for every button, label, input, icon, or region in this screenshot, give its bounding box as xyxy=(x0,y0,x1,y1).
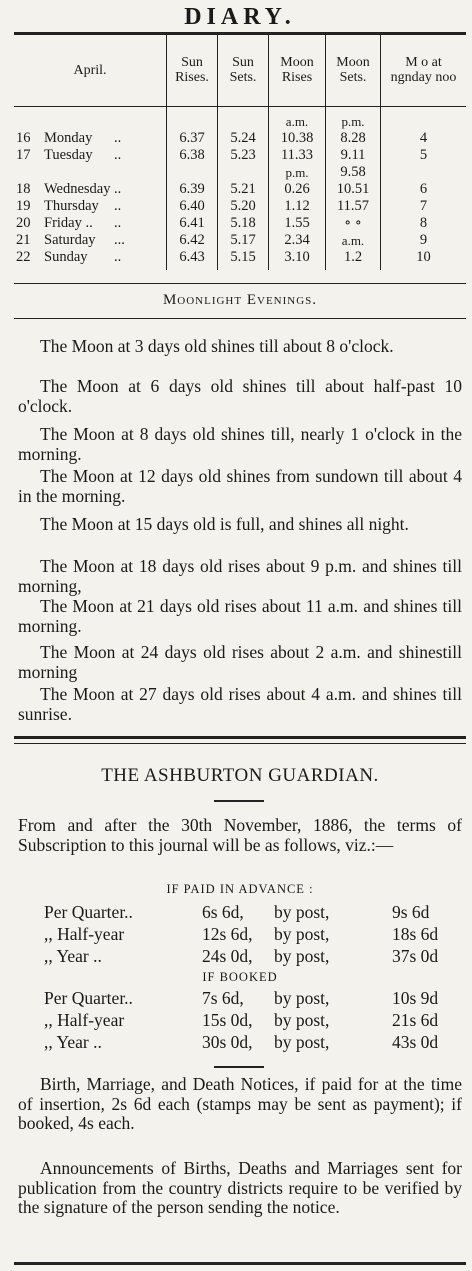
rate-period: ,, Half-year xyxy=(44,1010,125,1030)
day-number: 16 xyxy=(16,130,31,146)
header-moon-rises: Moon Rises xyxy=(269,34,326,107)
sun-set-cell xyxy=(218,164,269,181)
day-name: Friday .. xyxy=(44,215,93,231)
day-number: 18 xyxy=(16,181,31,197)
section-rule-top xyxy=(14,736,466,739)
sun-rise-cell: 6.39 xyxy=(167,181,218,198)
diary-row xyxy=(14,107,466,131)
diary-row xyxy=(14,130,466,147)
day-name: Tuesday xyxy=(44,147,93,163)
diary-row xyxy=(14,215,466,232)
moon-age-cell: 4 xyxy=(381,130,467,147)
diary-row xyxy=(14,232,466,249)
day-cell xyxy=(14,147,167,164)
sun-rise-cell: 6.42 xyxy=(167,232,218,249)
diary-title: DIARY. xyxy=(184,4,296,30)
header-month: April. xyxy=(14,34,167,107)
rate-post-label: by post, xyxy=(274,1010,330,1030)
guardian-intro: From and after the 30th November, 1886, the terms of Subscription to this journal will be as follows, viz.:— xyxy=(18,815,462,855)
announcements-paragraph: Announcements of Births, Deaths and Marriages sent for publication from the country districts require to be verified by the signature of the person sending the notice. xyxy=(18,1158,462,1217)
day-cell xyxy=(14,198,167,215)
sun-set-cell: 5.17 xyxy=(218,232,269,249)
rate-post-price: 10s 9d xyxy=(392,988,439,1008)
moon-set-cell: 8.28 xyxy=(326,130,381,147)
moon-paragraph-1: The Moon at 3 days old shines till about 8 o'clock. xyxy=(40,336,394,356)
rate-post-price: 37s 0d xyxy=(392,946,439,966)
header-moon-age: M o at ngnday noo xyxy=(381,34,467,107)
moon-rise-cell: 1.12 xyxy=(269,198,326,215)
moon-paragraph-8: The Moon at 24 days old rises about 2 a.m. and shinestill morning xyxy=(18,642,462,682)
rate-post-price: 21s 6d xyxy=(392,1010,439,1030)
moon-rise-cell: 10.38 xyxy=(269,130,326,147)
diary-row xyxy=(14,164,466,181)
day-dots: .. xyxy=(114,249,122,265)
newspaper-column xyxy=(14,0,466,1271)
diary-table xyxy=(14,34,466,270)
rate-row xyxy=(44,1010,454,1030)
rate-period: ,, Year .. xyxy=(44,946,102,966)
rate-row xyxy=(44,946,454,966)
diary-bottom-rule xyxy=(14,283,466,284)
rate-price: 15s 0d, xyxy=(202,1010,253,1030)
sun-set-cell: 5.20 xyxy=(218,198,269,215)
sun-rise-cell: 6.43 xyxy=(167,249,218,270)
day-number: 17 xyxy=(16,147,31,163)
diary-header-row xyxy=(14,34,466,107)
day-cell xyxy=(14,130,167,147)
moon-set-cell: p.m. xyxy=(326,107,381,131)
diary-row xyxy=(14,198,466,215)
moon-rise-cell: 11.33 xyxy=(269,147,326,164)
rate-row xyxy=(44,988,454,1008)
day-dots: ... xyxy=(114,232,125,248)
day-number: 19 xyxy=(16,198,31,214)
rate-price: 30s 0d, xyxy=(202,1032,253,1052)
sun-set-cell: 5.23 xyxy=(218,147,269,164)
rate-post-price: 9s 6d xyxy=(392,902,430,922)
rate-post-label: by post, xyxy=(274,924,330,944)
sun-set-cell xyxy=(218,107,269,131)
rate-period: ,, Year .. xyxy=(44,1032,102,1052)
header-moon-sets: Moon Sets. xyxy=(326,34,381,107)
day-cell xyxy=(14,181,167,198)
advance-heading: IF PAID IN ADVANCE : xyxy=(166,882,314,896)
sun-rise-cell xyxy=(167,107,218,131)
moon-age-cell: 7 xyxy=(381,198,467,215)
bottom-rule xyxy=(14,1262,466,1265)
diary-row xyxy=(14,181,466,198)
moon-set-cell: 11.57 xyxy=(326,198,381,215)
moon-rise-cell: a.m. xyxy=(269,107,326,131)
moon-age-cell: 5 xyxy=(381,147,467,164)
moon-set-cell: 10.51 xyxy=(326,181,381,198)
rate-row xyxy=(44,1032,454,1052)
moon-paragraph-6: The Moon at 18 days old rises about 9 p.m. and shines till morning, xyxy=(18,556,462,596)
moonlight-rule xyxy=(14,318,466,319)
moon-age-cell xyxy=(381,107,467,131)
day-name: Wednesday xyxy=(44,181,111,197)
sun-set-cell: 5.24 xyxy=(218,130,269,147)
moon-rise-cell: 2.34 xyxy=(269,232,326,249)
sun-rise-cell: 6.38 xyxy=(167,147,218,164)
day-cell xyxy=(14,249,167,270)
rate-period: Per Quarter.. xyxy=(44,988,133,1008)
rate-price: 7s 6d, xyxy=(202,988,244,1008)
rate-row xyxy=(44,902,454,922)
moon-paragraph-2: The Moon at 6 days old shines till about half-past 10 o'clock. xyxy=(18,376,462,416)
moon-age-cell: 9 xyxy=(381,232,467,249)
day-number: 21 xyxy=(16,232,31,248)
rate-row xyxy=(44,924,454,944)
rate-post-label: by post, xyxy=(274,946,330,966)
rate-post-price: 43s 0d xyxy=(392,1032,439,1052)
day-dots: .. xyxy=(114,147,122,163)
rate-post-price: 18s 6d xyxy=(392,924,439,944)
section-rule-bottom xyxy=(14,743,466,744)
moon-age-cell: 8 xyxy=(381,215,467,232)
moon-set-cell: 9.11 xyxy=(326,147,381,164)
day-cell xyxy=(14,164,167,181)
notices-paragraph: Birth, Marriage, and Death Notices, if paid for at the time of insertion, 2s 6d each (stamps may be sent as payment); if booked, 4s each. xyxy=(18,1074,462,1133)
rate-period: ,, Half-year xyxy=(44,924,125,944)
day-name: Thursday xyxy=(44,198,99,214)
moon-paragraph-4: The Moon at 12 days old shines from sundown till about 4 in the morning. xyxy=(18,466,462,506)
moon-paragraph-3: The Moon at 8 days old shines till, nearly 1 o'clock in the morning. xyxy=(18,424,462,464)
moon-age-cell: 6 xyxy=(381,181,467,198)
rate-price: 6s 6d, xyxy=(202,902,244,922)
sun-rise-cell xyxy=(167,164,218,181)
booked-heading: IF BOOKED xyxy=(202,970,278,984)
moon-set-cell: 9.58 xyxy=(326,164,381,181)
moon-rise-cell: 3.10 xyxy=(269,249,326,270)
notices-short-rule xyxy=(214,1066,264,1068)
day-cell xyxy=(14,215,167,232)
day-cell xyxy=(14,232,167,249)
moon-set-cell: a.m. xyxy=(326,232,381,249)
rate-post-label: by post, xyxy=(274,902,330,922)
sun-rise-cell: 6.41 xyxy=(167,215,218,232)
day-dots: .. xyxy=(114,215,122,231)
day-dots: .. xyxy=(114,130,122,146)
header-sun-sets: Sun Sets. xyxy=(218,34,269,107)
moon-age-cell: 10 xyxy=(381,249,467,270)
day-name: Monday xyxy=(44,130,93,146)
sun-set-cell: 5.21 xyxy=(218,181,269,198)
day-dots: .. xyxy=(114,198,122,214)
moon-age-cell xyxy=(381,164,467,181)
day-number: 20 xyxy=(16,215,31,231)
day-number: 22 xyxy=(16,249,31,265)
rate-price: 12s 6d, xyxy=(202,924,253,944)
sun-set-cell: 5.18 xyxy=(218,215,269,232)
sun-rise-cell: 6.40 xyxy=(167,198,218,215)
day-name: Sunday xyxy=(44,249,88,265)
moonlight-heading: Moonlight Evenings. xyxy=(162,292,318,308)
diary-row xyxy=(14,249,466,270)
rate-period: Per Quarter.. xyxy=(44,902,133,922)
guardian-title: THE ASHBURTON GUARDIAN. xyxy=(101,765,379,786)
day-dots: .. xyxy=(114,181,122,197)
moon-paragraph-9: The Moon at 27 days old rises about 4 a.m. and shines till sunrise. xyxy=(18,684,462,724)
moon-rise-cell: p.m. xyxy=(269,164,326,181)
guardian-short-rule xyxy=(214,800,264,802)
moon-set-cell: ∘ ∘ xyxy=(326,215,381,232)
moon-set-cell: 1.2 xyxy=(326,249,381,270)
diary-row xyxy=(14,147,466,164)
sun-set-cell: 5.15 xyxy=(218,249,269,270)
moon-rise-cell: 0.26 xyxy=(269,181,326,198)
day-name: Saturday xyxy=(44,232,96,248)
header-sun-rises: Sun Rises. xyxy=(167,34,218,107)
rate-price: 24s 0d, xyxy=(202,946,253,966)
moon-rise-cell: 1.55 xyxy=(269,215,326,232)
rate-post-label: by post, xyxy=(274,988,330,1008)
rate-post-label: by post, xyxy=(274,1032,330,1052)
sun-rise-cell: 6.37 xyxy=(167,130,218,147)
moon-paragraph-7: The Moon at 21 days old rises about 11 a.m. and shines till morning. xyxy=(18,596,462,636)
day-cell xyxy=(14,107,167,131)
moon-paragraph-5: The Moon at 15 days old is full, and shines all night. xyxy=(40,514,409,534)
